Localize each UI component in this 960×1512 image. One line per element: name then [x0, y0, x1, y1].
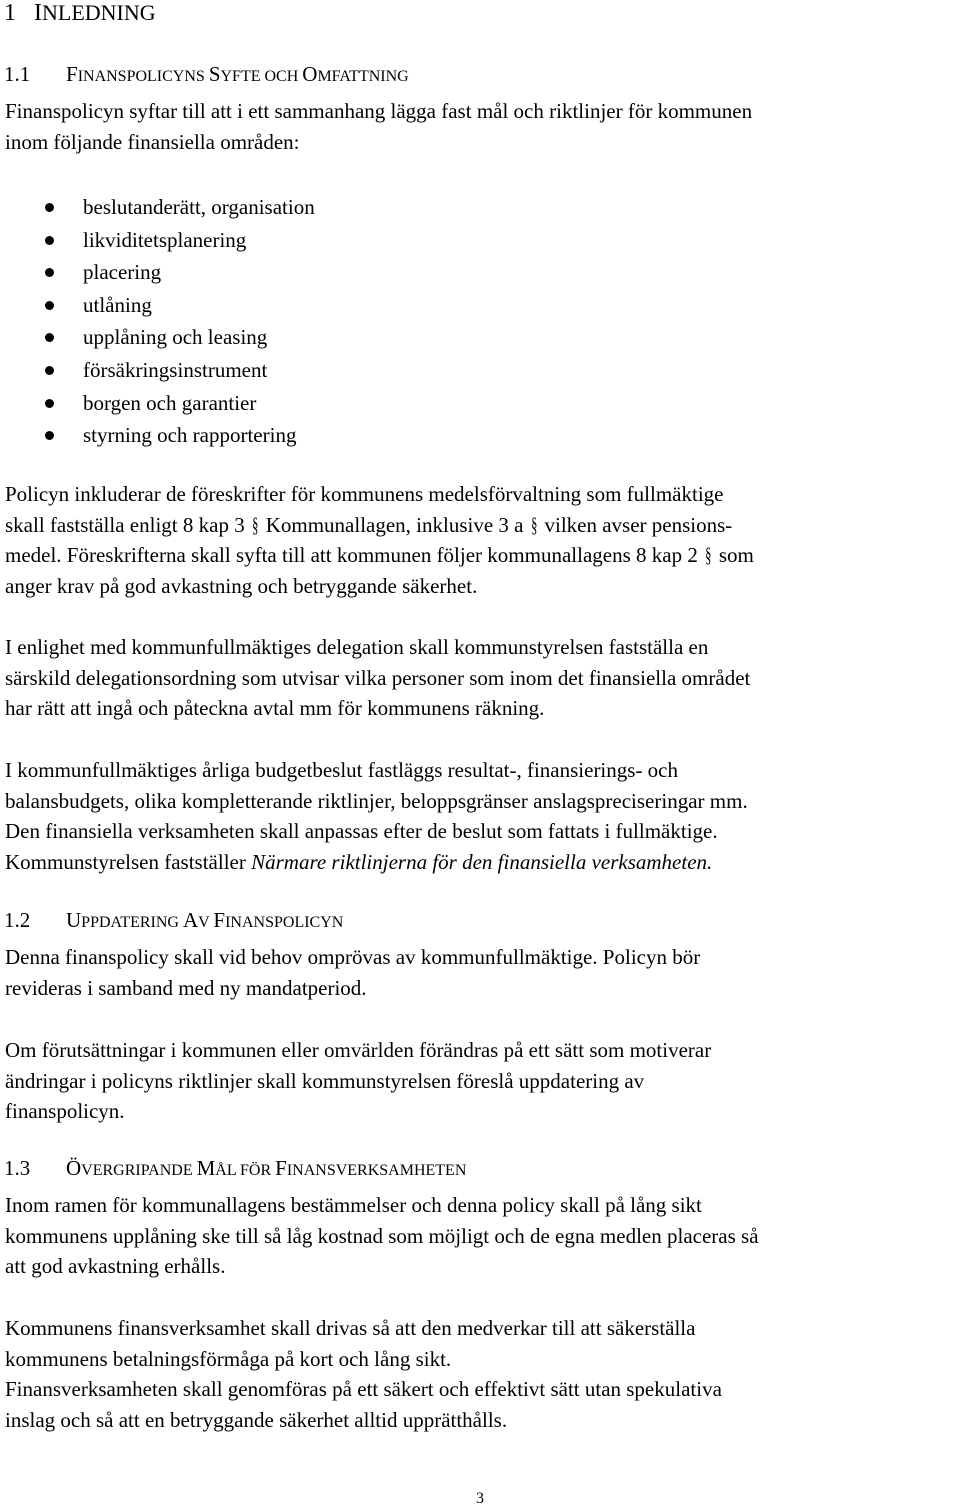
financial-areas-list — [45, 191, 315, 452]
list-item-label: upplåning och leasing — [83, 325, 268, 350]
text-line: balansbudgets, olika kompletterande riktlinjer, beloppsgränser anslagspreciseringar mm. — [5, 788, 748, 813]
title-small: MFATTNING — [317, 68, 409, 85]
section-1-2-heading — [4, 908, 343, 933]
intro-paragraph — [5, 96, 752, 157]
section-sign: § — [705, 543, 712, 567]
bullet-icon — [45, 301, 54, 310]
text-line — [5, 540, 754, 571]
section-number: 1.2 — [4, 908, 31, 932]
text-line: Den finansiella verksamheten skall anpassas efter de beslut som fattats i fullmäktige. — [5, 819, 718, 843]
list-item — [45, 191, 315, 224]
text-fragment: som — [713, 543, 754, 567]
text-fragment: Kommunstyrelsen fastställer — [5, 849, 252, 874]
section-sign: § — [252, 512, 259, 537]
text-line — [5, 847, 748, 878]
title-small: ÅL FÖR — [215, 1162, 276, 1179]
section-1-3-heading — [4, 1156, 466, 1181]
review-paragraph — [5, 942, 700, 1003]
text-line: särskild delegationsordning som utvisar vilka personer som inom det finansiella området — [5, 665, 751, 690]
text-line: kommunens betalningsförmåga på kort och lång sikt. — [5, 1346, 452, 1371]
text-line: Inom ramen för kommunallagens bestämmelser och denna policy skall på lång sikt — [5, 1193, 702, 1217]
title-cap: Ö — [66, 1156, 82, 1180]
text-fragment: skall fastställa enligt 8 kap 3 — [5, 512, 250, 537]
title-cap: S — [208, 62, 221, 86]
finance-operations-paragraph — [5, 1313, 722, 1435]
text-line: I kommunfullmäktiges årliga budgetbeslut fastläggs resultat-, finansierings- och — [5, 758, 679, 782]
text-fragment: Kommunallagen, inklusive 3 a — [260, 512, 529, 537]
list-item — [45, 256, 315, 289]
list-item-label: försäkringsinstrument — [83, 357, 268, 382]
chapter-number: 1 — [4, 0, 16, 26]
title-small: INANSPOLICYNS — [77, 68, 209, 85]
text-line: inslag och så att en betryggande säkerhet alltid upprätthålls. — [5, 1407, 508, 1432]
title-small: V — [198, 914, 214, 931]
title-small: PPDATERING — [81, 914, 183, 931]
text-line: ändringar i policyns riktlinjer skall kommunstyrelsen föreslå uppdatering av — [5, 1068, 645, 1093]
title-cap: F — [213, 908, 226, 932]
text-line: Om förutsättningar i kommunen eller omvärlden förändras på ett sätt som motiverar — [5, 1038, 712, 1062]
overall-goal-paragraph — [5, 1190, 759, 1282]
title-small: INANSPOLICYN — [225, 914, 344, 931]
section-number: 1.1 — [4, 62, 31, 86]
title-cap: A — [182, 908, 199, 932]
list-item-label: utlåning — [83, 292, 152, 317]
title-cap: F — [66, 62, 78, 86]
list-item — [45, 387, 315, 420]
chapter-heading — [4, 0, 156, 27]
title-small: INANSVERKSAMHETEN — [286, 1162, 467, 1179]
section-number: 1.3 — [4, 1156, 31, 1180]
bullet-icon — [45, 236, 54, 245]
list-item — [45, 289, 315, 322]
bullet-icon — [45, 268, 54, 277]
text-line: I enlighet med kommunfullmäktiges delegation skall kommunstyrelsen fastställa en — [5, 635, 709, 659]
text-line: Kommunens finansverksamhet skall drivas så att den medverkar till att säkerställa — [5, 1316, 696, 1340]
list-item-label: beslutanderätt, organisation — [83, 195, 315, 219]
bullet-icon — [45, 333, 54, 342]
update-paragraph — [5, 1035, 711, 1127]
bullet-icon — [45, 399, 54, 408]
text-line: Policyn inkluderar de föreskrifter för kommunens medelsförvaltning som fullmäktige — [5, 482, 724, 506]
text-fragment: vilken avser pensions- — [539, 512, 733, 537]
text-line: anger krav på god avkastning och betryggande säkerhet. — [5, 573, 478, 598]
title-small: VERGRIPANDE — [81, 1162, 197, 1179]
title-cap: M — [196, 1156, 216, 1180]
title-small: YFTE OCH — [220, 68, 303, 85]
list-item-label: borgen och garantier — [83, 390, 257, 415]
text-line: revideras i samband med ny mandatperiod. — [5, 975, 367, 1000]
list-item — [45, 224, 315, 257]
text-line: finanspolicyn. — [5, 1099, 125, 1123]
page-number: 3 — [476, 1490, 484, 1507]
title-cap: F — [275, 1156, 287, 1180]
text-line: Finanspolicyn syftar till att i ett sammanhang lägga fast mål och riktlinjer för kommunen — [5, 99, 753, 123]
bullet-icon — [45, 366, 54, 375]
italic-document-reference: Närmare riktlinjerna för den finansiella verksamheten. — [251, 849, 713, 874]
title-cap: U — [66, 908, 82, 932]
chapter-title-rest: NLEDNING — [42, 0, 156, 25]
bullet-icon — [45, 203, 54, 212]
list-item-label: styrning och rapportering — [83, 423, 297, 448]
text-fragment: medel. Föreskrifterna skall syfta till att kommunen följer kommunallagens 8 kap 2 — [5, 543, 704, 567]
section-sign: § — [530, 512, 538, 537]
budget-paragraph — [5, 755, 748, 877]
bullet-icon — [45, 431, 54, 440]
text-line — [5, 510, 754, 541]
delegation-paragraph — [5, 632, 750, 724]
section-1-1-heading — [4, 62, 409, 87]
title-cap: O — [302, 62, 318, 86]
policy-paragraph — [5, 479, 754, 601]
list-item — [45, 354, 315, 387]
list-item — [45, 321, 315, 354]
text-line: inom följande finansiella områden: — [5, 129, 300, 154]
text-line: har rätt att ingå och påteckna avtal mm för kommunens räkning. — [5, 696, 545, 720]
chapter-title-first: I — [34, 0, 42, 26]
text-line: att god avkastning erhålls. — [5, 1254, 226, 1278]
text-line: kommunens upplåning ske till så låg kostnad som möjligt och de egna medlen placeras så — [5, 1223, 759, 1248]
list-item-label: placering — [83, 260, 162, 285]
text-line: Finansverksamheten skall genomföras på ett säkert och effektivt sätt utan spekulativa — [5, 1377, 722, 1401]
list-item — [45, 419, 315, 452]
list-item-label: likviditetsplanering — [83, 227, 247, 252]
text-line: Denna finanspolicy skall vid behov omprövas av kommunfullmäktige. Policyn bör — [5, 945, 701, 969]
